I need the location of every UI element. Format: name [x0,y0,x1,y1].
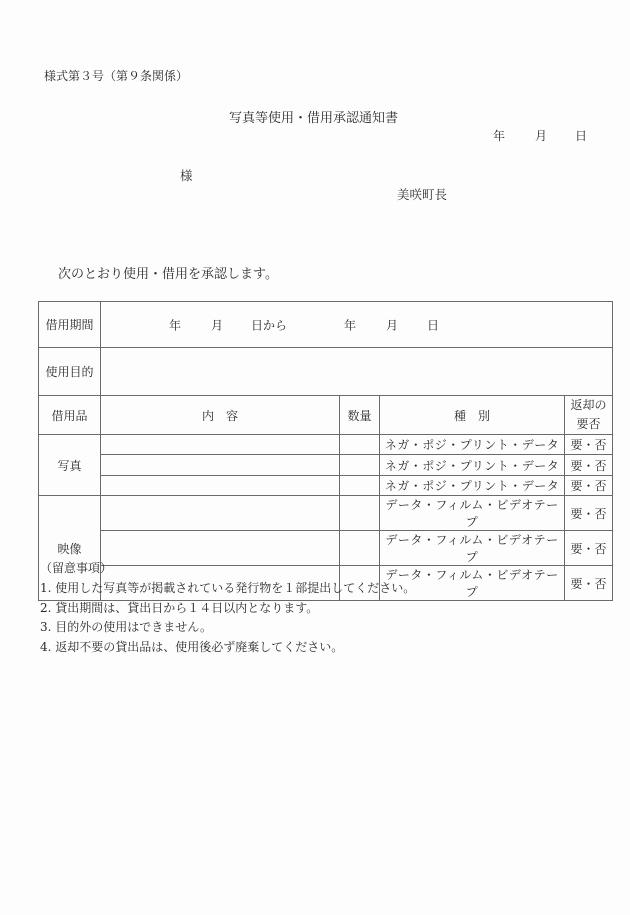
quantity-cell[interactable] [340,455,380,476]
intro-text: 次のとおり使用・借用を承認します。 [58,267,278,282]
issuer-name: 美咲町長 [397,187,448,202]
note-item: 2. 貸出期間は、貸出日から１４日以内となります。 [40,600,319,615]
period-from-year: 年 [169,318,182,332]
addressee-suffix: 様 [180,168,193,183]
return-options[interactable]: 要・否 [565,455,613,476]
table-row [39,476,613,496]
header-content: 内 容 [101,396,340,435]
period-to-year: 年 [344,318,357,332]
return-options[interactable]: 要・否 [565,476,613,496]
type-options[interactable]: ネガ・ポジ・プリント・データ [380,476,565,496]
table-row [39,455,613,476]
content-cell[interactable] [101,435,340,455]
content-cell[interactable] [101,455,340,476]
date-year-label: 年 [493,129,506,143]
header-return [565,396,613,435]
type-options[interactable]: データ・フィルム・ビデオテープ [380,496,565,531]
period-field[interactable] [101,302,613,348]
purpose-label: 使用目的 [39,348,101,396]
type-options[interactable]: ネガ・ポジ・プリント・データ [380,455,565,476]
return-options[interactable]: 要・否 [565,435,613,455]
return-options[interactable]: 要・否 [565,566,613,601]
return-options[interactable]: 要・否 [565,496,613,531]
period-row [39,302,613,348]
approval-table [38,301,613,601]
note-item: 4. 返却不要の貸出品は、使用後必ず廃棄してください。 [40,640,344,655]
header-item: 借用品 [39,396,101,435]
period-from-month: 月 [211,318,224,332]
content-cell[interactable] [101,496,340,531]
period-to-month: 月 [386,318,399,332]
quantity-cell[interactable] [340,435,380,455]
type-options[interactable]: データ・フィルム・ビデオテープ [380,531,565,566]
purpose-row [39,348,613,396]
form-number: 様式第３号（第９条関係） [44,69,189,83]
date-month-label: 月 [535,129,548,143]
quantity-cell[interactable] [340,476,380,496]
notes-section [40,559,415,658]
document-title: 写真等使用・借用承認通知書 [229,111,399,126]
header-return-line1: 返却の [570,398,607,412]
table-row [39,496,613,531]
header-quantity: 数量 [340,396,380,435]
note-item: 1. 使用した写真等が掲載されている発行物を１部提出してください。 [40,580,416,595]
quantity-cell[interactable] [340,496,380,531]
content-cell[interactable] [101,476,340,496]
items-header-row [39,396,613,435]
notes-heading: （留意事項） [40,561,113,575]
group-label-photo: 写真 [39,435,101,496]
group-label-video: 映像 [39,496,101,601]
period-to-day: 日 [427,318,440,332]
period-from-day: 日から [251,318,288,332]
header-return-line2: 要否 [576,417,601,431]
return-options[interactable]: 要・否 [565,531,613,566]
period-label: 借用期間 [39,302,101,348]
table-row [39,435,613,455]
purpose-field[interactable] [101,348,613,396]
type-options[interactable]: データ・フィルム・ビデオテープ [380,566,565,601]
header-type: 種 別 [380,396,565,435]
type-options[interactable]: ネガ・ポジ・プリント・データ [380,435,565,455]
note-item: 3. 目的外の使用はできません。 [40,620,212,635]
date-day-label: 日 [575,129,588,143]
